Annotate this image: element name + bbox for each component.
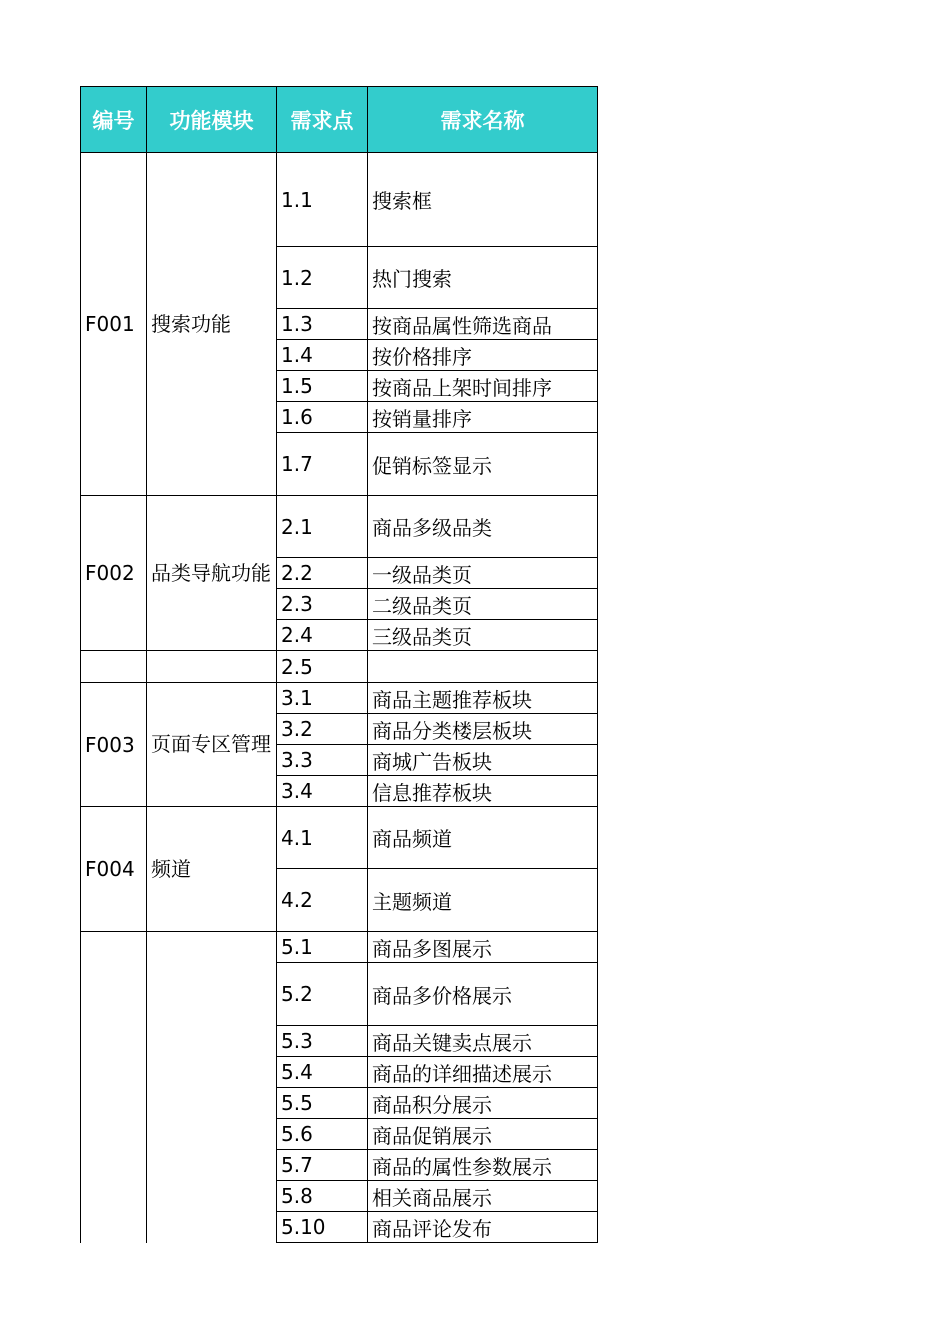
cell-id: F003: [81, 683, 147, 807]
cell-name: 促销标签显示: [368, 433, 598, 496]
cell-module: 搜索功能: [147, 153, 277, 496]
requirements-table: [80, 86, 598, 1243]
table-row: [81, 807, 598, 869]
cell-name: 商城广告板块: [368, 745, 598, 776]
header-point: 需求点: [277, 87, 368, 153]
cell-point: 1.6: [277, 402, 368, 433]
cell-point: 3.2: [277, 714, 368, 745]
table-row: [81, 153, 598, 247]
cell-name: 一级品类页: [368, 558, 598, 589]
cell-point: 5.7: [277, 1150, 368, 1181]
cell-point: 4.2: [277, 869, 368, 932]
cell-module: 页面专区管理: [147, 683, 277, 807]
cell-name: 商品的详细描述展示: [368, 1057, 598, 1088]
cell-point: 5.3: [277, 1026, 368, 1057]
cell-point: 1.4: [277, 340, 368, 371]
cell-point: 3.4: [277, 776, 368, 807]
cell-id: F004: [81, 807, 147, 932]
table-body: [81, 153, 598, 1243]
cell-point: 2.4: [277, 620, 368, 651]
cell-point: 5.6: [277, 1119, 368, 1150]
cell-name: 按商品上架时间排序: [368, 371, 598, 402]
cell-name: 按销量排序: [368, 402, 598, 433]
cell-name: 主题频道: [368, 869, 598, 932]
cell-name: 相关商品展示: [368, 1181, 598, 1212]
cell-point: 1.1: [277, 153, 368, 247]
cell-point: 5.5: [277, 1088, 368, 1119]
cell-name: 商品促销展示: [368, 1119, 598, 1150]
table-row: [81, 683, 598, 714]
cell-point: 5.8: [277, 1181, 368, 1212]
cell-point: 1.5: [277, 371, 368, 402]
table-header: [81, 87, 598, 153]
cell-name: 搜索框: [368, 153, 598, 247]
header-module: 功能模块: [147, 87, 277, 153]
cell-name: 商品多图展示: [368, 932, 598, 963]
cell-id: F001: [81, 153, 147, 496]
cell-module: [147, 651, 277, 683]
cell-point: 1.7: [277, 433, 368, 496]
cell-point: 5.2: [277, 963, 368, 1026]
cell-point: 5.4: [277, 1057, 368, 1088]
cell-name: 信息推荐板块: [368, 776, 598, 807]
cell-point: 5.10: [277, 1212, 368, 1243]
cell-name: 二级品类页: [368, 589, 598, 620]
cell-name: 按价格排序: [368, 340, 598, 371]
cell-point: 1.2: [277, 247, 368, 309]
cell-point: 2.5: [277, 651, 368, 683]
table-row: [81, 496, 598, 558]
table-row: [81, 932, 598, 963]
cell-name: 商品评论发布: [368, 1212, 598, 1243]
header-id: 编号: [81, 87, 147, 153]
cell-name: 热门搜索: [368, 247, 598, 309]
cell-name: 商品多级品类: [368, 496, 598, 558]
cell-name: 商品的属性参数展示: [368, 1150, 598, 1181]
cell-name: 商品关键卖点展示: [368, 1026, 598, 1057]
cell-point: 2.3: [277, 589, 368, 620]
header-name: 需求名称: [368, 87, 598, 153]
cell-name: [368, 651, 598, 683]
cell-module: 品类导航功能: [147, 496, 277, 651]
cell-point: 2.1: [277, 496, 368, 558]
cell-point: 3.1: [277, 683, 368, 714]
cell-point: 2.2: [277, 558, 368, 589]
cell-point: 1.3: [277, 309, 368, 340]
cell-name: 商品分类楼层板块: [368, 714, 598, 745]
cell-module: [147, 932, 277, 1243]
cell-id: F002: [81, 496, 147, 651]
table-row: [81, 651, 598, 683]
cell-name: 三级品类页: [368, 620, 598, 651]
cell-point: 3.3: [277, 745, 368, 776]
cell-id: [81, 932, 147, 1243]
cell-id: [81, 651, 147, 683]
cell-module: 频道: [147, 807, 277, 932]
cell-name: 商品频道: [368, 807, 598, 869]
cell-name: 商品积分展示: [368, 1088, 598, 1119]
cell-name: 商品主题推荐板块: [368, 683, 598, 714]
cell-name: 商品多价格展示: [368, 963, 598, 1026]
cell-point: 4.1: [277, 807, 368, 869]
cell-point: 5.1: [277, 932, 368, 963]
cell-name: 按商品属性筛选商品: [368, 309, 598, 340]
